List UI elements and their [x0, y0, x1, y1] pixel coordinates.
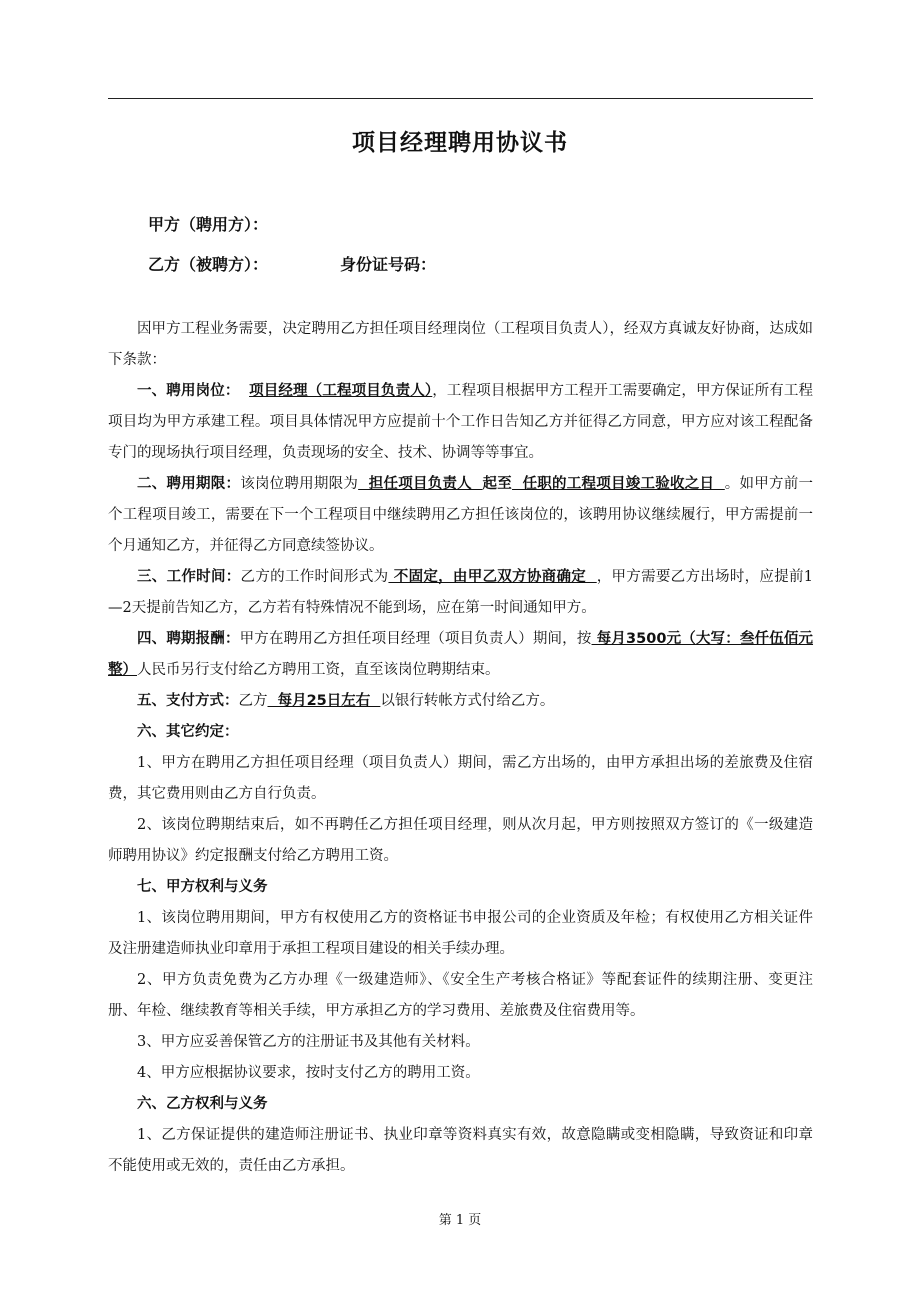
- intro-paragraph: 因甲方工程业务需要，决定聘用乙方担任项目经理岗位（工程项目负责人），经双方真诚友好协商，达成如下条款：: [108, 321, 813, 368]
- clause-5-fill: 每月25日左右: [267, 693, 381, 709]
- clause-1-fill: 项目经理（工程项目负责人）: [249, 383, 433, 399]
- clause-3-fill: 不固定，由甲乙双方协商确定: [388, 569, 597, 585]
- party-a-label: 甲方（聘用方）：: [148, 215, 269, 234]
- id-number-label: 身份证号码：: [340, 255, 437, 274]
- page-number: 第 1 页: [438, 1213, 482, 1228]
- clause-1-text: ，工程项目根据甲方工程开工需要确定，甲方保证所有工程项目均为甲方承建工程。项目具体情况甲方应提前十个工作日告知乙方并征得乙方同意，甲方应对该工程配备专门的现场执行项目经理，负责现场的安全、技术、协调等等事宜。: [108, 383, 814, 461]
- clause-2-fill-a: 担任项目负责人: [358, 476, 483, 492]
- party-b-label: 乙方（被聘方）：: [148, 255, 269, 274]
- clause-6-item: 1、甲方在聘用乙方担任项目经理（项目负责人）期间，需乙方出场的，由甲方承担出场的差旅费及住宿费，其它费用则由乙方自行负责。: [108, 755, 813, 802]
- clause-5-text-b: 以银行转帐方式付给乙方。: [380, 693, 555, 709]
- clause-2-mid: 起至: [482, 476, 512, 492]
- document-title: 项目经理聘用协议书: [352, 130, 568, 156]
- clause-3-text-a: 乙方的工作时间形式为: [240, 569, 389, 585]
- clause-7-item: 2、甲方负责免费为乙方办理《一级建造师》、《安全生产考核合格证》等配套证件的续期注册、变更注册、年检、继续教育等相关手续，甲方承担乙方的学习费用、差旅费及住宿费用等。: [108, 972, 813, 1019]
- clause-4-text-b: 人民币另行支付给乙方聘用工资，直至该岗位聘期结束。: [137, 662, 500, 678]
- clause-6-heading: 六、其它约定：: [137, 724, 239, 740]
- clause-2-text-b: 。如甲方前一个工程项目竣工，需要在下一个工程项目中继续聘用乙方担任该岗位的，该聘用协议继续履行，甲方需提前一个月通知乙方，并征得乙方同意续签协议。: [108, 476, 814, 554]
- clause-8-item: 1、乙方保证提供的建造师注册证书、执业印章等资料真实有效，故意隐瞒或变相隐瞒，导致资证和印章不能使用或无效的，责任由乙方承担。: [108, 1127, 813, 1174]
- clause-5: [108, 686, 813, 717]
- clause-2-heading: 二、聘用期限：: [137, 476, 241, 492]
- clause-3-heading: 三、工作时间：: [137, 569, 241, 585]
- clause-6-item: 2、该岗位聘期结束后，如不再聘任乙方担任项目经理，则从次月起，甲方则按照双方签订的《一级建造师聘用协议》约定报酬支付给乙方聘用工资。: [108, 817, 813, 864]
- clause-7-item: 3、甲方应妥善保管乙方的注册证书及其他有关材料。: [137, 1034, 480, 1050]
- clause-2-fill-b: 任职的工程项目竣工验收之日: [511, 476, 725, 492]
- clause-7-item: 4、甲方应根据协议要求，按时支付乙方的聘用工资。: [137, 1065, 480, 1081]
- clause-1-pad: [240, 383, 250, 399]
- clause-1-heading: 一、聘用岗位：: [137, 383, 240, 399]
- clause-3-text-b: ，甲方需要乙方出场时，应提前1—2天提前告知乙方，乙方若有特殊情况不能到场，应在第一时间通知甲方。: [108, 569, 813, 616]
- clause-4-text-a: 甲方在聘用乙方担任项目经理（项目负责人）期间，按: [239, 631, 592, 647]
- clause-1: [108, 376, 813, 469]
- header-rule: [108, 98, 813, 99]
- clause-2: [108, 469, 813, 562]
- clause-5-text-a: 乙方: [238, 693, 268, 709]
- clause-8-heading: 六、乙方权利与义务: [137, 1096, 268, 1112]
- clause-4-fill: 每月3500元（大写：叁仟伍佰元整）: [108, 631, 814, 678]
- clause-4: [108, 624, 813, 686]
- clause-7-heading: 七、甲方权利与义务: [137, 879, 268, 895]
- clause-4-heading: 四、聘期报酬：: [137, 631, 240, 647]
- clause-5-heading: 五、支付方式：: [137, 693, 239, 709]
- clause-2-text-a: 该岗位聘用期限为: [240, 476, 359, 492]
- clause-3: [108, 562, 813, 624]
- agreement-body: [108, 314, 813, 1182]
- clause-7-item: 1、该岗位聘用期间，甲方有权使用乙方的资格证书申报公司的企业资质及年检；有权使用乙方相关证件及注册建造师执业印章用于承担工程项目建设的相关手续办理。: [108, 910, 813, 957]
